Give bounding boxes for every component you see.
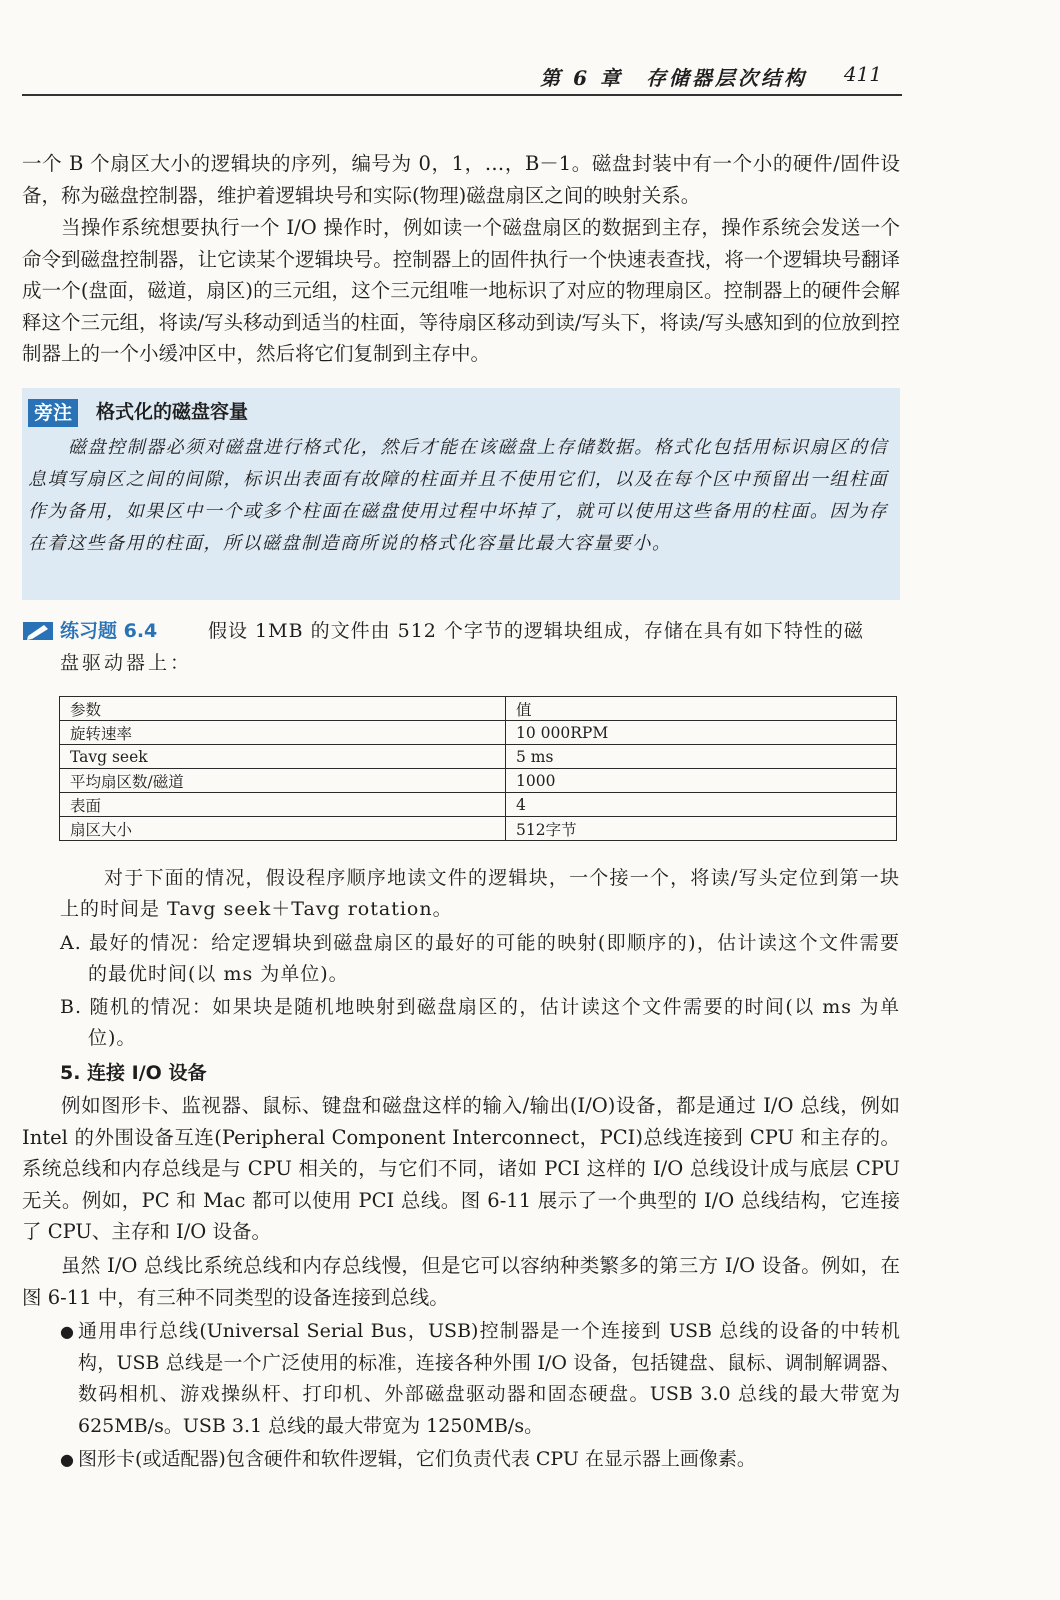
bullet-icon: ● <box>60 1322 74 1341</box>
table-header-cell: 参数 <box>60 697 506 721</box>
table-cell: 1000 <box>506 769 897 793</box>
table-cell: 旋转速率 <box>60 721 506 745</box>
exercise-pencil-icon <box>22 620 54 642</box>
running-header <box>22 60 902 96</box>
table-header-row <box>60 697 897 721</box>
paragraph-1: 一个 B 个扇区大小的逻辑块的序列，编号为 0，1，…，B－1。磁盘封装中有一个小的硬件/固件设备，称为磁盘控制器，维护着逻辑块号和实际(物理)磁盘扇区之间的映射关系。 <box>22 152 900 207</box>
table-cell: 10 000RPM <box>506 721 897 745</box>
table-row <box>60 817 897 841</box>
table-row <box>60 745 897 769</box>
exercise-part-b: B. 随机的情况：如果块是随机地映射到磁盘扇区的，估计读这个文件需要的时间(以 ms 为单位)。 <box>60 996 900 1049</box>
exercise-part-a: A. 最好的情况：给定逻辑块到磁盘扇区的最好的可能的映射(即顺序的)，估计读这个文件需要的最优时间(以 ms 为单位)。 <box>60 932 900 985</box>
table-cell: 表面 <box>60 793 506 817</box>
table-cell: 5 ms <box>506 745 897 769</box>
list-item-text: 通用串行总线(Universal Serial Bus，USB)控制器是一个连接到 USB 总线的设备的中转机构，USB 总线是一个广泛使用的标准，连接各种外围 I/O 设备，包括键盘、鼠标、调制解调器、数码相机、游戏操纵杆、打印机、外部磁盘驱动器和固态硬盘。USB 3.0 总线的最大带宽为 625MB/s。USB 3.1 总线的最大带宽为 1250MB/s。 <box>78 1320 900 1437</box>
list-item-text: 图形卡(或适配器)包含硬件和软件逻辑，它们负责代表 CPU 在显示器上画像素。 <box>78 1448 756 1470</box>
page-number: 411 <box>843 62 882 86</box>
list-item <box>60 1316 900 1442</box>
bullet-icon: ● <box>60 1450 74 1469</box>
exercise-intro: 对于下面的情况，假设程序顺序地读文件的逻辑块，一个接一个，将读/写头定位到第一块上的时间是 Tavg seek＋Tavg rotation。 <box>60 867 900 920</box>
exercise-text: 假设 1MB 的文件由 512 个字节的逻辑块组成，存储在具有如下特性的磁 <box>208 620 864 642</box>
table-row <box>60 769 897 793</box>
sidebar-title: 格式化的磁盘容量 <box>96 401 249 423</box>
table-cell: 扇区大小 <box>60 817 506 841</box>
list-item <box>60 1444 900 1476</box>
table-row <box>60 721 897 745</box>
sidebar-body: 磁盘控制器必须对磁盘进行格式化，然后才能在该磁盘上存储数据。格式化包括用标识扇区的信息填写扇区之间的间隙，标识出表面有故障的柱面并且不使用它们，以及在每个区中预留出一组柱面作为备用，如果区中一个或多个柱面在磁盘使用过程中坏掉了，就可以使用这些备用的柱面。因为存在着这些备用的柱面，所以磁盘制造商所说的格式化容量比最大容量要小。 <box>28 437 888 554</box>
table-cell: 512字节 <box>506 817 897 841</box>
section-heading: 5. 连接 I/O 设备 <box>60 1062 207 1084</box>
table-row <box>60 793 897 817</box>
table-cell: Tavg seek <box>60 745 506 769</box>
table-cell: 4 <box>506 793 897 817</box>
table-header-cell: 值 <box>506 697 897 721</box>
table-cell: 平均扇区数/磁道 <box>60 769 506 793</box>
chapter-title: 第 6 章 存储器层次结构 <box>540 66 807 90</box>
section-paragraph-1: 例如图形卡、监视器、鼠标、键盘和磁盘这样的输入/输出(I/O)设备，都是通过 I/O 总线，例如 Intel 的外围设备互连(Peripheral Component Interconnect，PCI)总线连接到 CPU 和主存的。系统总线和内存总线是与 CPU 相关的，与它们不同，诸如 PCI 这样的 I/O 总线设计成与底层 CPU 无关。例如，PC 和 Mac 都可以使用 PCI 总线。图 6-11 展示了一个典型的 I/O 总线结构，它连接了 CPU、主存和 I/O 设备。 <box>22 1094 900 1243</box>
sidebar-tag: 旁注 <box>28 399 78 427</box>
paragraph-2: 当操作系统想要执行一个 I/O 操作时，例如读一个磁盘扇区的数据到主存，操作系统会发送一个命令到磁盘控制器，让它读某个逻辑块号。控制器上的固件执行一个快速表查找，将一个逻辑块号翻译成一个(盘面，磁道，扇区)的三元组，这个三元组唯一地标识了对应的物理扇区。控制器上的硬件会解释这个三元组，将读/写头移动到适当的柱面，等待扇区移动到读/写头下，将读/写头感知到的位放到控制器上的一个小缓冲区中，然后将它们复制到主存中。 <box>22 216 900 365</box>
parameters-table <box>59 696 897 841</box>
exercise-text-continued: 盘驱动器上： <box>60 652 193 674</box>
sidebar-box <box>22 388 900 600</box>
exercise-label: 练习题 6.4 <box>60 620 158 642</box>
section-paragraph-2: 虽然 I/O 总线比系统总线和内存总线慢，但是它可以容纳种类繁多的第三方 I/O 设备。例如，在图 6-11 中，有三种不同类型的设备连接到总线。 <box>22 1254 900 1309</box>
